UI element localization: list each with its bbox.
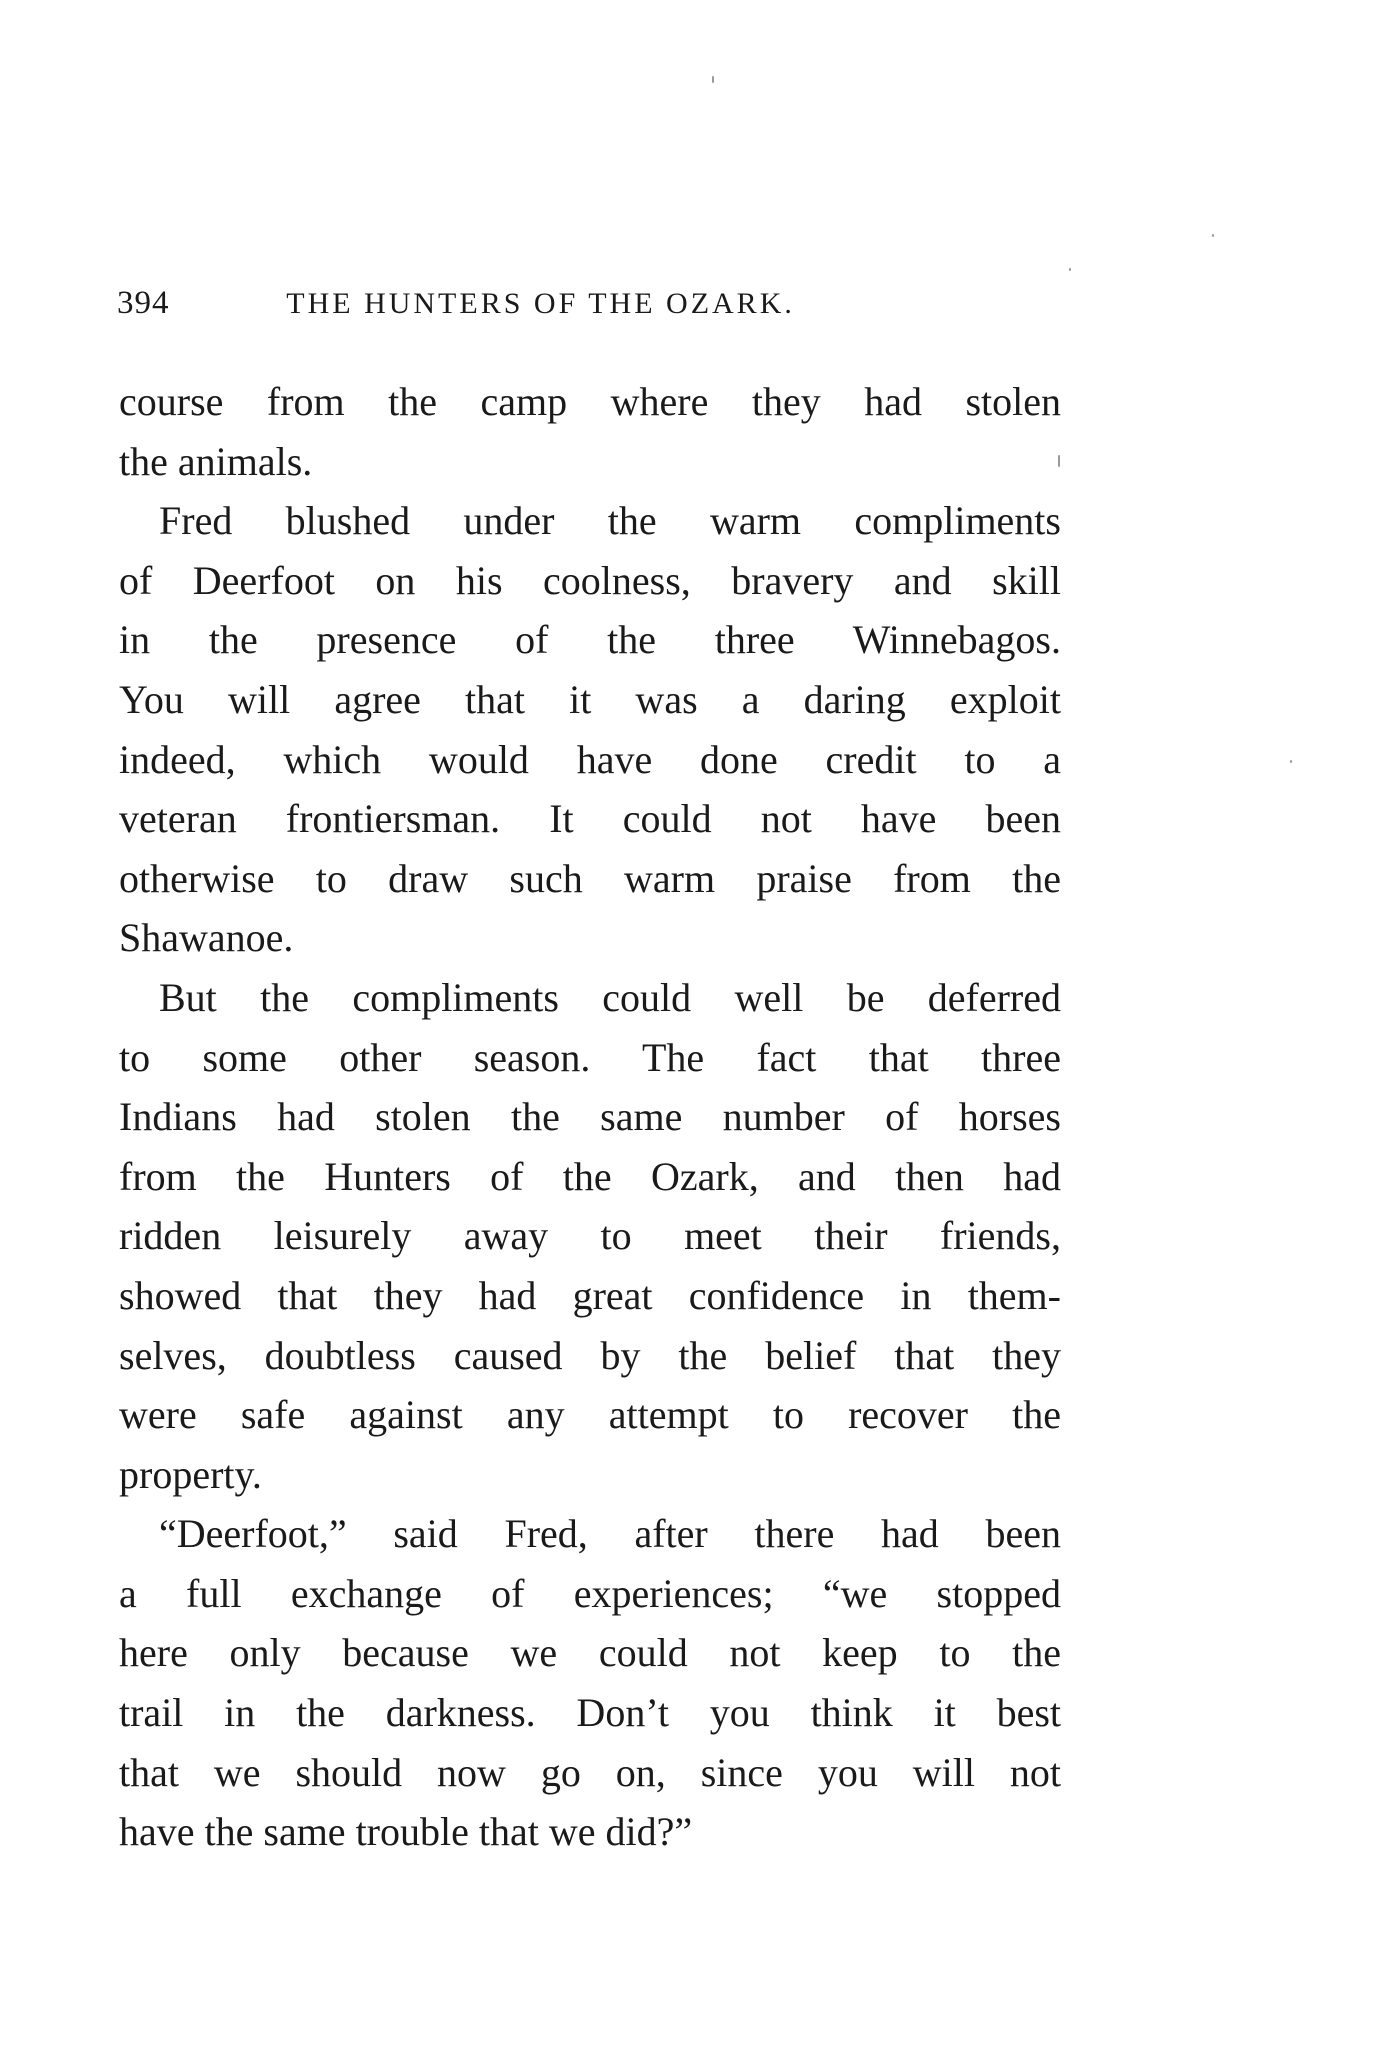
- text-line: here only because we could not keep to the: [119, 1630, 1061, 1676]
- text-line: the animals.: [119, 438, 313, 484]
- text-line: have the same trouble that we did?”: [119, 1809, 693, 1855]
- text-line: in the presence of the three Winnebagos.: [119, 617, 1061, 663]
- text-line: otherwise to draw such warm praise from the: [119, 855, 1061, 901]
- text-line: were safe against any attempt to recover the: [119, 1392, 1061, 1438]
- text-line: ridden leisurely away to meet their friends,: [119, 1213, 1061, 1259]
- paper-speck: [1212, 234, 1214, 237]
- text-line: indeed, which would have done credit to a: [119, 736, 1061, 782]
- text-line: showed that they had great confidence in them-: [119, 1272, 1061, 1318]
- paper-speck: [1058, 455, 1060, 467]
- text-line: property.: [119, 1451, 262, 1497]
- text-line: selves, doubtless caused by the belief that they: [119, 1332, 1061, 1378]
- text-line: But the compliments could well be deferred: [159, 974, 1061, 1020]
- text-line: You will agree that it was a daring exploit: [119, 676, 1061, 722]
- running-title: THE HUNTERS OF THE OZARK.: [286, 287, 795, 320]
- body-text: [119, 372, 1061, 1862]
- text-line: course from the camp where they had stolen: [119, 379, 1061, 424]
- text-line: Shawanoe.: [119, 915, 294, 961]
- text-line: Fred blushed under the warm compliments: [159, 498, 1061, 544]
- page-number: 394: [117, 285, 170, 321]
- text-line: of Deerfoot on his coolness, bravery and skill: [119, 557, 1061, 603]
- text-line: Indians had stolen the same number of horses: [119, 1094, 1061, 1140]
- text-line: from the Hunters of the Ozark, and then had: [119, 1153, 1061, 1199]
- text-line: trail in the darkness. Don’t you think it best: [119, 1690, 1061, 1736]
- text-line: a full exchange of experiences; “we stopped: [119, 1570, 1061, 1616]
- text-line: veteran frontiersman. It could not have been: [119, 796, 1061, 842]
- running-head: [117, 285, 1057, 322]
- text-line: “Deerfoot,” said Fred, after there had been: [159, 1511, 1061, 1557]
- paper-speck: [712, 76, 714, 83]
- paper-speck: [1290, 760, 1292, 763]
- paper-speck: [1069, 268, 1071, 271]
- text-line: that we should now go on, since you will not: [119, 1749, 1061, 1795]
- text-line: to some other season. The fact that three: [119, 1034, 1061, 1080]
